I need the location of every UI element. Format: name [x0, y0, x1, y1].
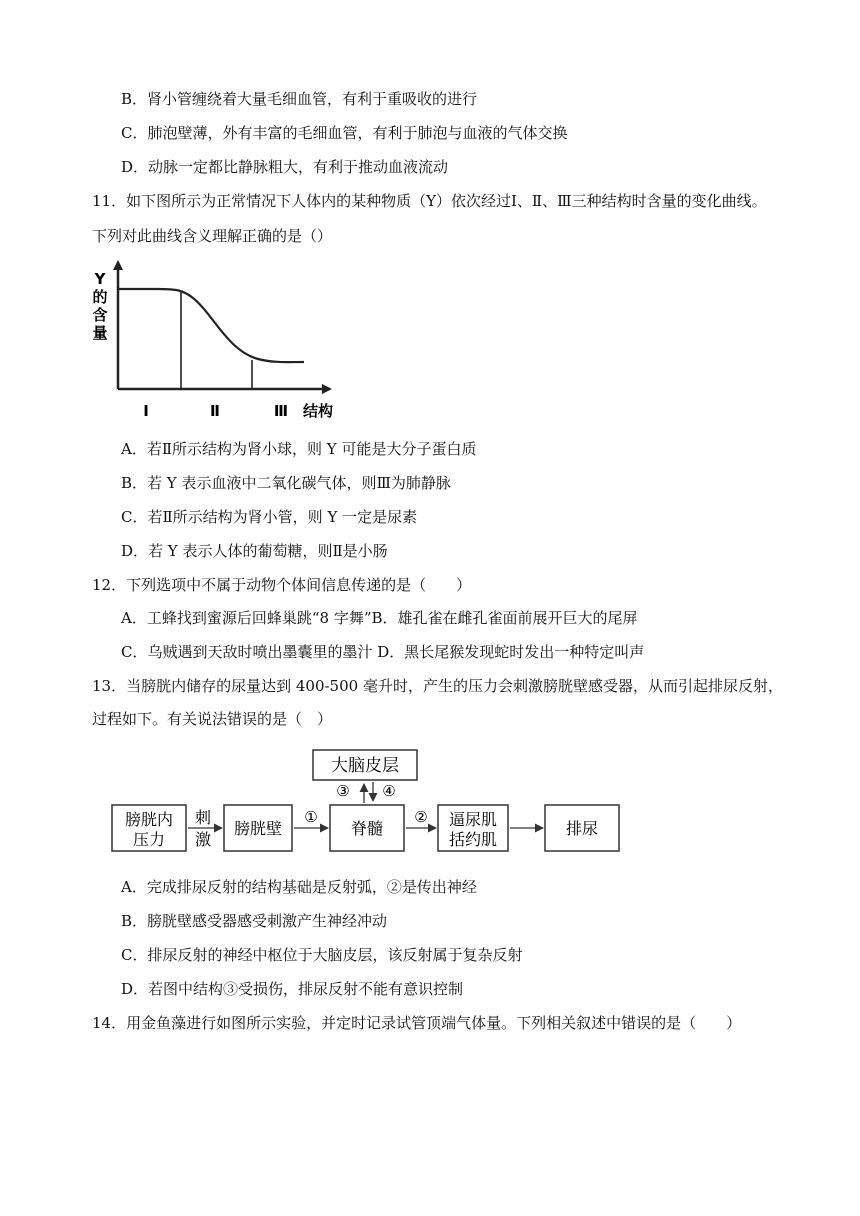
label-4: ④	[382, 782, 396, 800]
q10-option-b: B．肾小管缠绕着大量毛细血管，有利于重吸收的进行	[121, 90, 478, 108]
y-label-char-3: 含	[92, 306, 108, 324]
label-1: ①	[304, 808, 318, 826]
stim-char-2: 激	[194, 830, 212, 849]
q13-stem-line2: 过程如下。有关说法错误的是（ ）	[92, 710, 333, 728]
q11-stem-line2: 下列对此曲线含义理解正确的是（）	[92, 227, 333, 245]
q13-stem-line1: 13．当膀胱内储存的尿量达到 400-500 毫升时，产生的压力会刺激膀胱壁感受器，从而引起排尿反射，	[92, 677, 783, 695]
q12-stem: 12．下列选项中不属于动物个体间信息传递的是（ ）	[92, 576, 472, 594]
region-label-3: Ⅲ	[273, 402, 289, 420]
region-label-1: Ⅰ	[143, 402, 149, 420]
q11-option-c: C．若Ⅱ所示结构为肾小管，则 Y 一定是尿素	[121, 508, 418, 526]
x-axis-label: 结构	[302, 402, 334, 420]
q14-stem: 14．用金鱼藻进行如图所示实验，并定时记录试管顶端气体量。下列相关叙述中错误的是（ ）	[92, 1014, 742, 1032]
q11-option-b: B．若 Y 表示血液中二氧化碳气体，则Ⅲ为肺静脉	[121, 474, 451, 492]
q13-option-b: B．膀胱壁感受器感受刺激产生神经冲动	[121, 912, 388, 930]
q11-stem-line1: 11．如下图所示为正常情况下人体内的某种物质（Y）依次经过Ⅰ、Ⅱ、Ⅲ三种结构时含量的变化曲线。	[92, 192, 767, 210]
q11-curve-figure	[88, 256, 348, 426]
y-label-char-2: 的	[92, 288, 108, 306]
q13-reflex-diagram	[110, 748, 630, 858]
q13-option-a: A．完成排尿反射的结构基础是反射弧，②是传出神经	[121, 878, 477, 896]
label-2: ②	[414, 808, 428, 826]
spinal-cord-label: 脊髓	[350, 819, 384, 838]
y-label-char-1: Y	[94, 270, 106, 288]
q13-option-c: C．排尿反射的神经中枢位于大脑皮层，该反射属于复杂反射	[121, 946, 523, 964]
y-label-char-4: 量	[92, 324, 108, 342]
muscle-label-1: 逼尿肌	[448, 810, 498, 829]
label-3: ③	[336, 782, 350, 800]
urinate-label: 排尿	[565, 819, 599, 838]
muscle-label-2: 括约肌	[448, 830, 498, 849]
region-label-2: Ⅱ	[210, 402, 220, 420]
cortex-label: 大脑皮层	[331, 756, 399, 776]
q10-option-c: C．肺泡壁薄，外有丰富的毛细血管，有利于肺泡与血液的气体交换	[121, 124, 568, 142]
pressure-label-2: 压力	[132, 830, 166, 849]
pressure-label-1: 膀胱内	[124, 810, 174, 829]
q11-option-d: D．若 Y 表示人体的葡萄糖，则Ⅱ是小肠	[121, 542, 388, 560]
q10-option-d: D．动脉一定都比静脉粗大，有利于推动血液流动	[121, 158, 449, 176]
bladder-wall-label: 膀胱壁	[233, 819, 283, 838]
q13-option-d: D．若图中结构③受损伤，排尿反射不能有意识控制	[121, 980, 464, 998]
content-curve	[118, 289, 304, 362]
stim-char-1: 刺	[194, 808, 212, 827]
q12-options-line2: C．乌贼遇到天敌时喷出墨囊里的墨汁 D．黑长尾猴发现蛇时发出一种特定叫声	[121, 643, 645, 661]
q11-option-a: A．若Ⅱ所示结构为肾小球，则 Y 可能是大分子蛋白质	[121, 440, 477, 458]
q12-options-line1: A．工蜂找到蜜源后回蜂巢跳“8 字舞”B．雄孔雀在雌孔雀面前展开巨大的尾屏	[121, 609, 638, 627]
